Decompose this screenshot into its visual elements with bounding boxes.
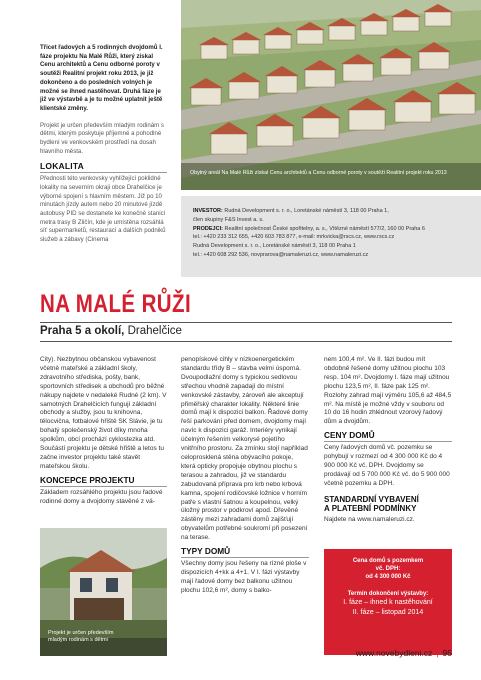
- prodejci-line-4: tel.: +420 608 292 536, novprarova@namaleruzi.cz, www.namaleruzi.cz: [193, 251, 369, 258]
- page-footer: www.novebydleni.cz | 95: [355, 648, 452, 658]
- ceny-domu-heading: CENY DOMŮ: [324, 431, 452, 442]
- footer-url[interactable]: www.novebydleni.cz: [355, 648, 433, 658]
- info-box: [181, 196, 481, 277]
- investor-line: INVESTOR: Rudná Development s. r. o., Loretánské náměstí 3, 118 00 Praha 1,: [193, 208, 389, 214]
- koncepce-heading: KONCEPCE PROJEKTU: [40, 476, 167, 487]
- intro-lead: Třicet řadových a 5 rodinných dvojdomů I. fáze projektu Na Malé Růži, který získal Cenu architektů a Cenu odborné poroty v soutěži Realitní projekt roku 2013, je již dokončeno a do posledních volných je možné se ihned nastěhovat. Druhá fáze je již ve výstavbě a je tu možné uplatnit ještě klientské změny.: [40, 44, 163, 112]
- body-column-2: [181, 356, 309, 596]
- col1-text: City). Nezbytnou občanskou vybavenost včetně mateřské a základní školy, zdravotního střediska, pošty, bank, sportovních středisek a obchodů pro běžné nákupy najdete v nedaleké Rudné (2 km). V samotných Drahelčicích fungují základní obchody a služby, jsou tu knihovna, tělocvična, fotbalové hřiště SK Slávie, je tu bohatý společenský život díky mnoha spolkům, obcí prochází cyklostezka atd. Součástí projektu je dětské hřiště a letos tu začne investor projektu také stavět mateřskou školu.: [40, 356, 167, 470]
- col2-text: penopískové cihly v nízkoenergetickém standardu třídy B – stavba velmi úsporná. Dvoupodlažní domy s typickou sedlovou střechou vhodně zapadají do místní venkovské zástavby, zároveň ale akceptují přiměřský charakter lokality. Některé linie domů mají k dispozici balkon. Řadové domy řeší parkování před domem, dvojdomy mají navíc k dispozici garáž. Interiéry vynikají účelným řešením velkorysé pojetího vnitřního prostoru. Za zmínku stojí například celoprosklená stěna obývacího pokoje, která opticky propojuje obytnou plochu s terasou a zahradou, již ve standardu zabudovaná příprava pro krb nebo krbová kamna, spojení rodičovské ložnice v horním patře s vlastní šatnou a koupelnou, velký úložný prostor v podkroví apod. Dřevěné zástěny mezi zahradami domů zajišťují obyvatelům potřebné soukromí při posezení na terase.: [181, 356, 308, 542]
- body-column-1: [40, 356, 167, 507]
- price-box: [324, 549, 452, 655]
- prodejci-line: PRODEJCI: Realitní společnost České spořitelny, a. s., Vítězné náměstí 577/2, 160 00 Praha 6: [193, 225, 425, 232]
- intro-column: [40, 44, 167, 245]
- price-label: Cena domů s pozemkem: [352, 558, 424, 564]
- prodejci-line-3: Rudná Development s. r. o., Loretánské náměstí 3, 118 00 Praha 1: [193, 243, 356, 250]
- phase-1: I. fáze – ihned k nastěhování: [343, 599, 433, 606]
- typy-domu-heading: TYPY DOMŮ: [181, 547, 309, 558]
- col3-text-2: Ceny řadových domů vč. pozemku se pohybují v rozmezí od 4 300 000 Kč do 4 900 000 Kč vč. DPH. Dvojdomy se prodávají od 5 700 000 Kč vč. do 5 900 000 včetně pozemku a DPH.: [324, 444, 450, 487]
- article-title: NA MALÉ RŮŽI: [40, 290, 192, 318]
- completion-label: Termín dokončení výstavby:: [347, 591, 429, 597]
- intro-paragraph: Projekt je určen především mladým rodinám s dětmi, kterým poskytuje příjemné a pohodlné bydlení ve venkovském prostředí na dosah hlavního města.: [40, 121, 164, 155]
- prodejci-line-2: tel.: +420 233 312 655, +420 603 783 877, e-mail: mrkvicka@rscs.cz, www.rscs.cz: [193, 234, 395, 241]
- col3-text: nem 100,4 m². Ve II. fázi budou mít obdobně řešené domy užitnou plochu 103 resp. 104 m². Dvojdomy I. fáze mají užitnou plochu 123,5 m², II. fáze pak 125 m². Rozlohy zahrad mají výměru 105,6 až 484,5 m². Na místě je možné vždy v souboru od 10 do 16 hodin zhlédnout vzorový řadový dům a dvojdům.: [324, 356, 452, 426]
- houses-aerial-image: [181, 0, 481, 190]
- lokalita-text: Přednosti této venkovsky vyhlížející poklidné lokality na severním okraji obce Drahelčice je výborné spojení s hlavním městem. Již po 10 minutách jízdy autem nebo 20 minutové jízdě autobusy PID se dostanete ke konečné stanici metra trasy B Zličín, kde je umístěna rozsáhlá síť supermarketů, restaurací a dalších podniků služeb a zábavy (Cinema: [40, 175, 166, 244]
- page-number: 95: [442, 648, 452, 658]
- house-photo-caption: Projekt je určen především mladým rodinám s dětmi: [48, 630, 114, 643]
- price-value: od 4 300 000 Kč: [365, 574, 411, 580]
- col3-text-3: Najdete na www.namaleruzi.cz.: [324, 515, 415, 523]
- price-vat: vč. DPH:: [375, 566, 401, 572]
- article-subtitle: Praha 5 a okolí, Drahelčice: [40, 322, 452, 342]
- hero-photo: [181, 0, 481, 190]
- phase-2: II. fáze – listopad 2014: [352, 608, 424, 616]
- investor-line-2: člen skupiny F&S Invest a. s.: [193, 216, 264, 223]
- col1-text-2: Základem rozsáhlého projektu jsou řadové rodinné domy a dvojdomy stavěné z vá-: [40, 488, 163, 505]
- col2-text-2: Všechny domy jsou řešeny na rízné ploše v dispozicích 4+kk a 4+1. V I. fázi výstavby mají řadové domy bez balkonu užitnou plochu 102,6 m², domy s balko-: [181, 559, 307, 594]
- body-column-3: [324, 356, 452, 525]
- hero-caption: Obytný areál Na Malé Růži získal Cenu architektů a Cenu odborné poroty v soutěži Realitní projekt roku 2013: [190, 170, 447, 176]
- lokalita-heading: LOKALITA: [40, 162, 167, 173]
- standard-heading: STANDARDNÍ VYBAVENÍ A PLATEBNÍ PODMÍNKY: [324, 494, 419, 514]
